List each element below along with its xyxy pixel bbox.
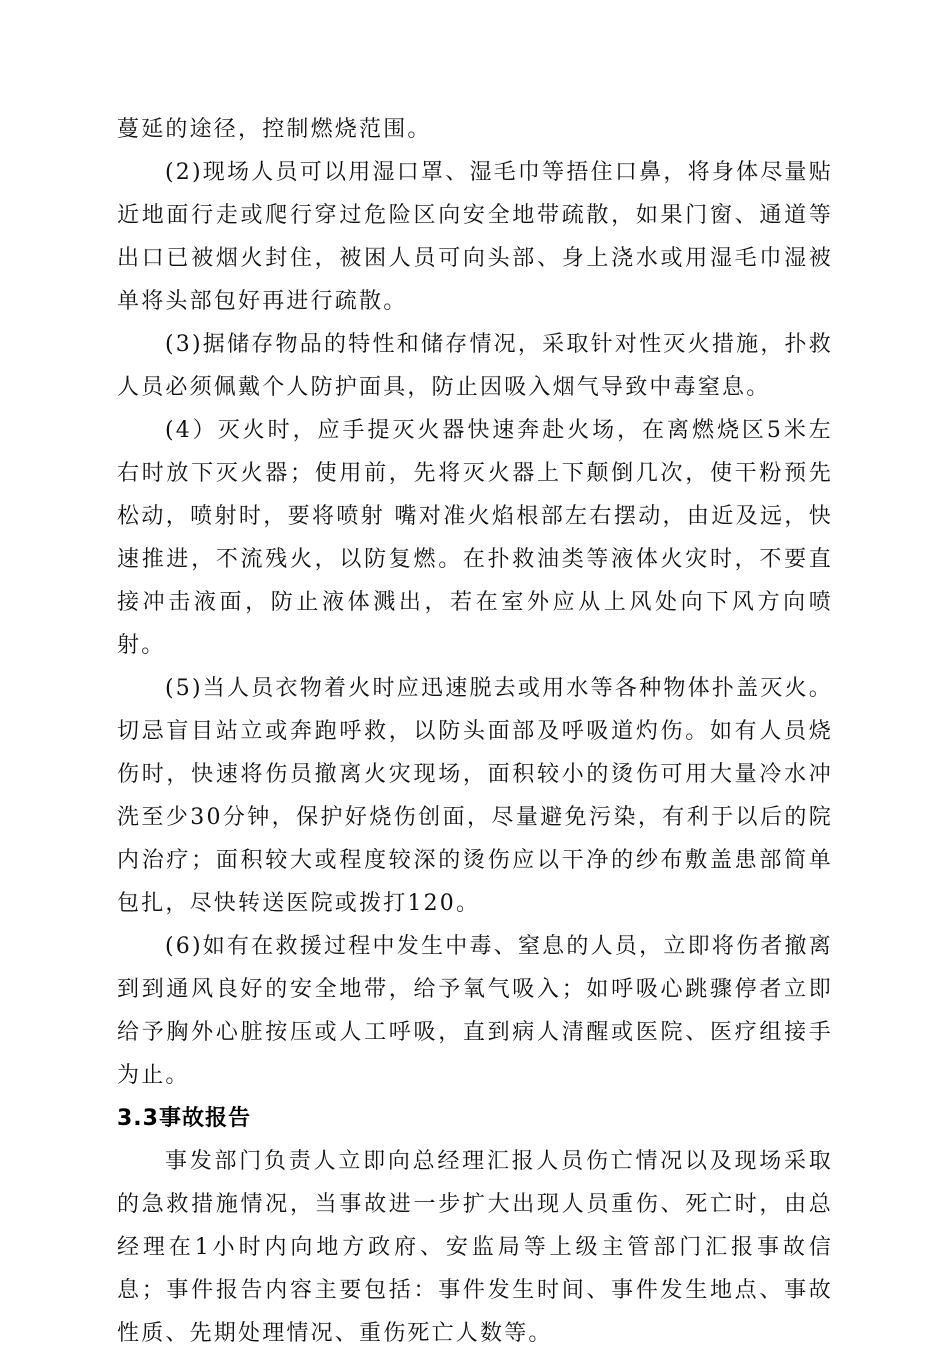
section-paragraph: 事发部门负责人立即向总经理汇报人员伤亡情况以及现场采取的急救措施情况，当事故进一步扩大出现人员重伤、死亡时，由总经理在1小时内向地方政府、安监局等上级主管部门汇报事故信息；事件报告内容主要包括：事件发生时间、事件发生地点、事故性质、先期处理情况、重伤死亡人数等。 (117, 1149, 833, 1346)
section-heading: 3.3事故报告 (117, 1106, 251, 1131)
paragraph-item-3: (3)据储存物品的特性和储存情况，采取针对性灭火措施，扑救人员必须佩戴个人防护面具，防止因吸入烟气导致中毒窒息。 (117, 332, 833, 400)
paragraph-item-6: (6)如有在救援过程中发生中毒、窒息的人员，立即将伤者撤离到到通风良好的安全地带，给予氧气吸入；如呼吸心跳骤停者立即给予胸外心脏按压或人工呼吸，直到病人清醒或医院、医疗组接手为止。 (117, 934, 833, 1088)
paragraph-item-4: (4）灭火时，应手提灭火器快速奔赴火场，在离燃烧区5米左右时放下灭火器；使用前，先将灭火器上下颠倒几次，使干粉预先松动，喷射时，要将喷射 嘴对准火焰根部左右摆动，由近及远，快速推进，不流残火，以防复燃。在扑救油类等液体火灾时，不要直接冲击液面，防止液体溅出，若在室外应从上风处向下风方向喷射。 (117, 418, 833, 658)
paragraph-continuation: 蔓延的途径，控制燃烧范围。 (117, 117, 432, 142)
paragraph-item-5: (5)当人员衣物着火时应迅速脱去或用水等各种物体扑盖灭火。切忌盲目站立或奔跑呼救，以防头面部及呼吸道灼伤。如有人员烧伤时，快速将伤员撤离火灾现场，面积较小的烫伤可用大量冷水冲洗至少30分钟，保护好烧伤创面，尽量避免污染，有利于以后的院内治疗；面积较大或程度较深的烫伤应以干净的纱布敷盖患部简单包扎，尽快转送医院或拨打120。 (117, 676, 833, 916)
document-body (117, 108, 833, 1355)
paragraph-item-2: (2)现场人员可以用湿口罩、湿毛巾等捂住口鼻，将身体尽量贴近地面行走或爬行穿过危险区向安全地带疏散，如果门窗、通道等出口已被烟火封住，被困人员可向头部、身上浇水或用湿毛巾湿被单将头部包好再进行疏散。 (117, 160, 833, 314)
